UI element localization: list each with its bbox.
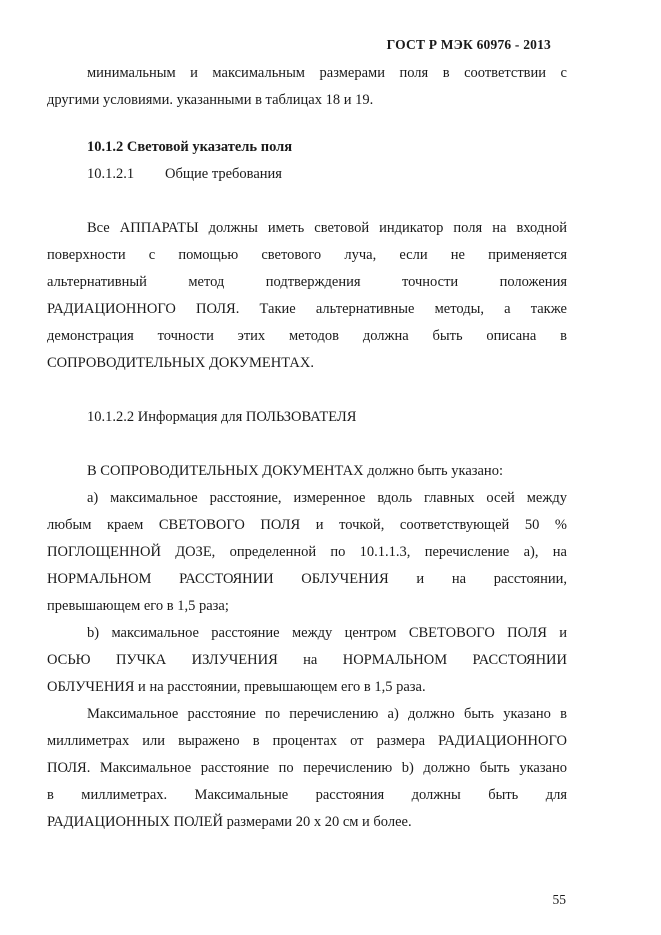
text-line: СОПРОВОДИТЕЛЬНЫХ ДОКУМЕНТАХ.: [47, 355, 314, 371]
text-line: Максимальное расстояние по перечислению а) должно быть указано в: [87, 706, 567, 722]
subsection-heading: [47, 161, 567, 188]
text-line: в миллиметрах. Максимальные расстояния должны быть для: [47, 787, 567, 803]
text-line: РАДИАЦИОННОГО ПОЛЯ. Такие альтернативные методы, а также: [47, 301, 567, 317]
text-line: ПОГЛОЩЕННОЙ ДОЗЕ, определенной по 10.1.1.3, перечисление а), на: [47, 544, 567, 560]
text-line: НОРМАЛЬНОМ РАССТОЯНИИ ОБЛУЧЕНИЯ и на расстоянии,: [47, 571, 567, 587]
text-line: поверхности с помощью светового луча, если не применяется: [47, 247, 567, 263]
page-number: 55: [552, 892, 566, 907]
text-line: другими условиями. указанными в таблицах 18 и 19.: [47, 92, 374, 108]
page-body: [47, 60, 567, 836]
document-header: ГОСТ Р МЭК 60976 - 2013: [386, 37, 551, 52]
list-item-b: b) максимальное расстояние между центром СВЕТОВОГО ПОЛЯ и: [87, 625, 567, 641]
subsection-number: 10.1.2.1: [87, 166, 135, 182]
list-item-a: a) максимальное расстояние, измеренное вдоль главных осей между: [87, 490, 567, 506]
section-heading: 10.1.2 Световой указатель поля: [87, 139, 293, 155]
subsection-title: Общие требования: [165, 166, 282, 182]
text-line: минимальным и максимальным размерами поля в соответствии с: [87, 65, 567, 81]
text-line: демонстрация точности этих методов должна быть описана в: [47, 328, 567, 344]
text-line: ОБЛУЧЕНИЯ и на расстоянии, превышающем его в 1,5 раза.: [47, 679, 426, 695]
subsection-heading: 10.1.2.2 Информация для ПОЛЬЗОВАТЕЛЯ: [87, 409, 357, 425]
text-line: превышающем его в 1,5 раза;: [47, 598, 229, 614]
text-line: любым краем СВЕТОВОГО ПОЛЯ и точкой, соответствующей 50 %: [47, 517, 567, 533]
text-line: миллиметрах или выражено в процентах от размера РАДИАЦИОННОГО: [47, 733, 567, 749]
text-line: альтернативный метод подтверждения точности положения: [47, 274, 567, 290]
text-line: РАДИАЦИОННЫХ ПОЛЕЙ размерами 20 х 20 см и более.: [47, 814, 412, 830]
text-line: В СОПРОВОДИТЕЛЬНЫХ ДОКУМЕНТАХ должно быть указано:: [87, 463, 503, 479]
text-line: ПОЛЯ. Максимальное расстояние по перечислению b) должно быть указано: [47, 760, 567, 776]
text-line: ОСЬЮ ПУЧКА ИЗЛУЧЕНИЯ на НОРМАЛЬНОМ РАССТОЯНИИ: [47, 652, 567, 668]
text-line: Все АППАРАТЫ должны иметь световой индикатор поля на входной: [87, 220, 567, 236]
